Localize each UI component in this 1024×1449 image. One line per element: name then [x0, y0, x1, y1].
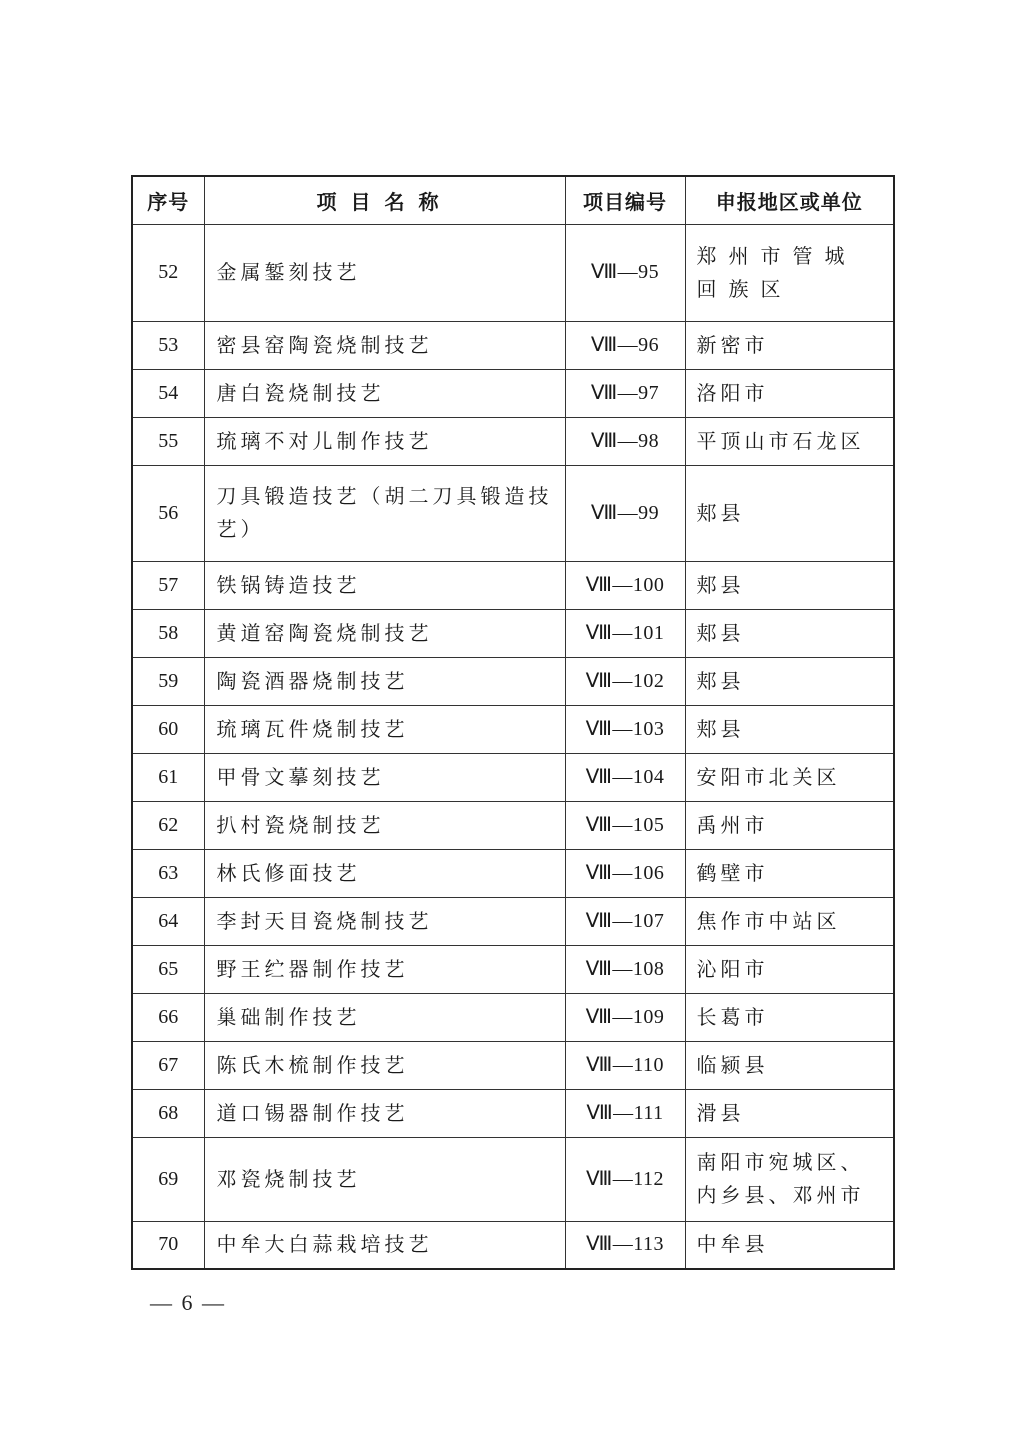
row-project-name: 金属錾刻技艺 [204, 224, 565, 321]
row-project-name: 陈氏木梳制作技艺 [204, 1041, 565, 1089]
row-seq: 54 [132, 369, 204, 417]
table-row [132, 1041, 894, 1089]
row-project-name: 李封天目瓷烧制技艺 [204, 897, 565, 945]
row-project-code: Ⅷ—109 [565, 993, 685, 1041]
table-row [132, 1221, 894, 1269]
row-project-code: Ⅷ—100 [565, 561, 685, 609]
row-project-name: 野王纻器制作技艺 [204, 945, 565, 993]
row-region: 郏县 [685, 609, 894, 657]
table-row [132, 801, 894, 849]
row-seq: 58 [132, 609, 204, 657]
row-project-name: 琉璃瓦件烧制技艺 [204, 705, 565, 753]
row-project-code: Ⅷ—112 [565, 1137, 685, 1221]
row-region: 郑州市管城回族区 [685, 224, 894, 321]
row-project-name: 刀具锻造技艺（胡二刀具锻造技艺） [204, 465, 565, 561]
table-row [132, 849, 894, 897]
row-seq: 69 [132, 1137, 204, 1221]
row-seq: 66 [132, 993, 204, 1041]
row-region: 安阳市北关区 [685, 753, 894, 801]
row-project-code: Ⅷ—108 [565, 945, 685, 993]
table-row [132, 609, 894, 657]
row-seq: 70 [132, 1221, 204, 1269]
table-row [132, 465, 894, 561]
row-region: 郏县 [685, 465, 894, 561]
row-region: 焦作市中站区 [685, 897, 894, 945]
row-project-name: 琉璃不对儿制作技艺 [204, 417, 565, 465]
row-project-code: Ⅷ—102 [565, 657, 685, 705]
row-project-name: 邓瓷烧制技艺 [204, 1137, 565, 1221]
table-row [132, 753, 894, 801]
row-project-name: 巢础制作技艺 [204, 993, 565, 1041]
row-project-name: 唐白瓷烧制技艺 [204, 369, 565, 417]
table-row [132, 369, 894, 417]
row-seq: 59 [132, 657, 204, 705]
row-project-name: 扒村瓷烧制技艺 [204, 801, 565, 849]
table-row [132, 561, 894, 609]
page-number: — 6 — [150, 1290, 226, 1315]
row-project-code: Ⅷ—106 [565, 849, 685, 897]
row-project-code: Ⅷ—113 [565, 1221, 685, 1269]
row-seq: 62 [132, 801, 204, 849]
row-project-name: 道口锡器制作技艺 [204, 1089, 565, 1137]
row-seq: 61 [132, 753, 204, 801]
row-region: 临颍县 [685, 1041, 894, 1089]
row-region: 中牟县 [685, 1221, 894, 1269]
row-seq: 53 [132, 321, 204, 369]
table-row [132, 417, 894, 465]
row-region: 沁阳市 [685, 945, 894, 993]
header-seq: 序号 [132, 176, 204, 224]
row-region: 郏县 [685, 657, 894, 705]
row-seq: 65 [132, 945, 204, 993]
row-seq: 60 [132, 705, 204, 753]
row-seq: 63 [132, 849, 204, 897]
table-row [132, 1089, 894, 1137]
row-region: 长葛市 [685, 993, 894, 1041]
row-region: 洛阳市 [685, 369, 894, 417]
row-seq: 56 [132, 465, 204, 561]
row-project-code: Ⅷ—101 [565, 609, 685, 657]
row-project-code: Ⅷ—96 [565, 321, 685, 369]
row-project-code: Ⅷ—95 [565, 224, 685, 321]
row-region: 平顶山市石龙区 [685, 417, 894, 465]
row-project-code: Ⅷ—99 [565, 465, 685, 561]
table-row [132, 993, 894, 1041]
row-project-name: 密县窑陶瓷烧制技艺 [204, 321, 565, 369]
table-row [132, 897, 894, 945]
row-region: 南阳市宛城区、内乡县、邓州市 [685, 1137, 894, 1221]
row-seq: 55 [132, 417, 204, 465]
row-project-code: Ⅷ—110 [565, 1041, 685, 1089]
row-project-code: Ⅷ—111 [565, 1089, 685, 1137]
row-seq: 52 [132, 224, 204, 321]
table-row [132, 945, 894, 993]
table-row [132, 1137, 894, 1221]
row-region: 禹州市 [685, 801, 894, 849]
row-project-code: Ⅷ—105 [565, 801, 685, 849]
table-row [132, 657, 894, 705]
header-project-name: 项目名称 [204, 176, 565, 224]
table-header-row [132, 176, 894, 224]
header-project-code: 项目编号 [565, 176, 685, 224]
row-seq: 68 [132, 1089, 204, 1137]
row-seq: 64 [132, 897, 204, 945]
row-region: 郏县 [685, 705, 894, 753]
row-region: 郏县 [685, 561, 894, 609]
row-region: 新密市 [685, 321, 894, 369]
row-region: 滑县 [685, 1089, 894, 1137]
row-project-code: Ⅷ—103 [565, 705, 685, 753]
row-project-name: 林氏修面技艺 [204, 849, 565, 897]
row-project-code: Ⅷ—97 [565, 369, 685, 417]
row-project-name: 铁锅铸造技艺 [204, 561, 565, 609]
table-row [132, 705, 894, 753]
table-row [132, 224, 894, 321]
heritage-project-table [131, 175, 895, 1270]
row-project-name: 陶瓷酒器烧制技艺 [204, 657, 565, 705]
row-project-name: 甲骨文摹刻技艺 [204, 753, 565, 801]
row-project-name: 中牟大白蒜栽培技艺 [204, 1221, 565, 1269]
row-region: 鹤壁市 [685, 849, 894, 897]
row-project-code: Ⅷ—107 [565, 897, 685, 945]
row-seq: 67 [132, 1041, 204, 1089]
row-seq: 57 [132, 561, 204, 609]
header-region: 申报地区或单位 [685, 176, 894, 224]
table-row [132, 321, 894, 369]
row-project-code: Ⅷ—98 [565, 417, 685, 465]
row-project-code: Ⅷ—104 [565, 753, 685, 801]
row-project-name: 黄道窑陶瓷烧制技艺 [204, 609, 565, 657]
